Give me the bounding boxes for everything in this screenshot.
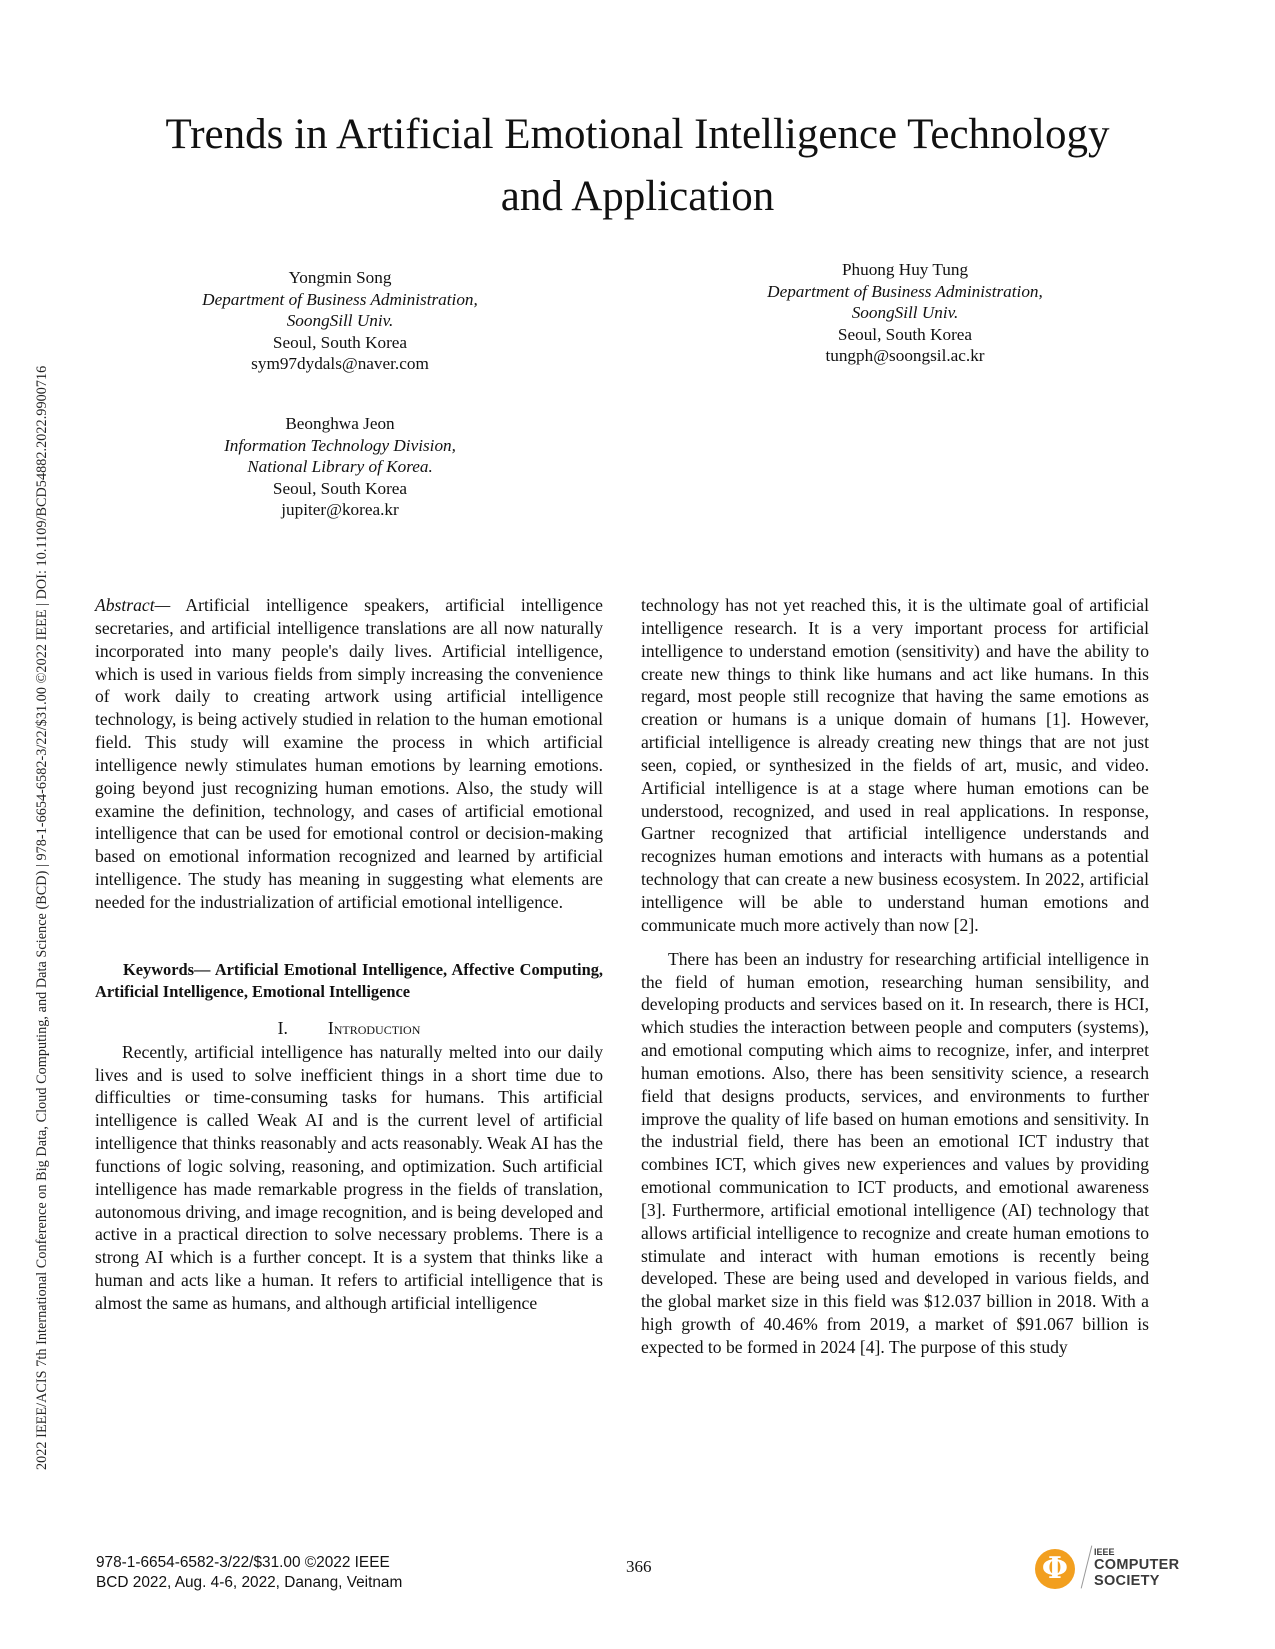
- author-location: Seoul, South Korea: [272, 332, 408, 352]
- left-column: [95, 594, 603, 1315]
- author-affiliation: Department of Business Administration,: [767, 281, 1043, 301]
- footer-conference: BCD 2022, Aug. 4-6, 2022, Danang, Veitnam: [96, 1574, 403, 1591]
- author-block-3: [170, 413, 510, 521]
- title-line-2: and Application: [500, 173, 775, 220]
- author-name: Phuong Huy Tung: [841, 260, 969, 279]
- body-paragraph-continued: technology has not yet reached this, it is the ultimate goal of artificial intelligence research. It is a very important process for artificial intelligence to understand emotion (sensitivity) and have the ability to create new things to think like humans and act like humans. In this regard, most people still recognize that having the same emotions as creation or humans is a unique domain of humans [1]. However, artificial intelligence is already creating new things that are not just seen, copied, or synthesized in the fields of art, music, and video. Artificial intelligence is at a stage where human emotions can be understood, recognized, and used in real applications. In response, Gartner recognized that artificial intelligence understands and recognizes human emotions and interacts with humans as a potential technology that can create a new business ecosystem. In 2022, artificial intelligence will be able to understand human emotions and communicate much more actively than now [2].: [641, 595, 1149, 935]
- logo-society: SOCIETY: [1094, 1572, 1160, 1589]
- ieee-computer-society-logo: [1032, 1545, 1182, 1593]
- page-number: 366: [626, 1557, 652, 1576]
- section-title: Introduction: [327, 1017, 421, 1038]
- author-affiliation: SoongSill Univ.: [286, 311, 394, 331]
- author-location: Seoul, South Korea: [272, 478, 408, 498]
- body-paragraph: Recently, artificial intelligence has naturally melted into our daily lives and is used to solve inefficient things in a short time due to difficulties or time-consuming tasks for humans. This artificial intelligence is called Weak AI and is the current level of artificial intelligence that thinks reasonably and acts reasonably. Weak AI has the functions of logic solving, reasoning, and optimization. Such artificial intelligence has made remarkable progress in the fields of translation, autonomous driving, and image recognition, and is being developed and active in a practical direction to solve necessary problems. There is a strong AI which is a further concept. It is a system that thinks like a human and acts like a human. It refers to artificial intelligence that is almost the same as humans, and although artificial intelligence: [95, 1041, 603, 1313]
- logo-computer: COMPUTER: [1094, 1557, 1180, 1573]
- logo-text: [1094, 1547, 1179, 1589]
- paper-title: [95, 104, 1180, 228]
- author-affiliation: Department of Business Administration,: [202, 289, 478, 309]
- author-block-2: [735, 259, 1075, 367]
- footer-copyright: 978-1-6654-6582-3/22/$31.00 ©2022 IEEE: [96, 1554, 390, 1571]
- title-line-1: Trends in Artificial Emotional Intelligence Technology: [165, 111, 1110, 158]
- author-email[interactable]: tungph@soongsil.ac.kr: [825, 346, 985, 366]
- author-block-1: [170, 267, 510, 375]
- keywords: Keywords— Artificial Emotional Intelligence, Affective Computing, Artificial Intelligence, Emotional Intelligence: [95, 959, 603, 1001]
- section-heading-introduction: [95, 1017, 603, 1040]
- section-number: I.: [277, 1017, 288, 1038]
- author-affiliation: National Library of Korea.: [247, 457, 433, 477]
- author-affiliation: SoongSill Univ.: [851, 303, 959, 323]
- abstract: [95, 594, 603, 914]
- right-column: [641, 594, 1149, 1359]
- abstract-label: Abstract—: [95, 595, 171, 615]
- author-email[interactable]: jupiter@korea.kr: [281, 500, 399, 520]
- body-paragraph: There has been an industry for researching artificial intelligence in the field of human emotion, researching human sensibility, and developing products and services based on it. In research, there is HCI, which studies the interaction between people and computers (systems), and emotional computing which aims to recognize, infer, and interpret human emotions. Also, there has been sensitivity science, a research field that designs products, services, and environments to further improve the quality of life based on human emotions and sensitivity. In the industrial field, there has been an emotional ICT industry that combines ICT, which gives new experiences and values by providing emotional communication to ICT products, and emotional awareness [3]. Furthermore, artificial emotional intelligence (AI) technology that allows artificial intelligence to recognize and create human emotions to stimulate and interact with human emotions is recently being developed. These are being used and developed in various fields, and the global market size in this field was $12.037 billion in 2018. With a high growth of 40.46% from 2019, a market of $91.067 billion is expected to be formed in 2024 [4]. The purpose of this study: [641, 948, 1149, 1357]
- footer-publication-info: [96, 1553, 402, 1593]
- author-affiliation: Information Technology Division,: [224, 435, 456, 455]
- abstract-text: Artificial intelligence speakers, artificial intelligence secretaries, and artificial intelligence translations are all now naturally incorporated into many people's daily lives. Artificial intelligence, which is used in various fields from simply increasing the convenience of work daily to creating artwork using artificial intelligence technology, is being actively studied in relation to the human emotional field. This study will examine the process in which artificial intelligence newly stimulates human emotions by learning emotions. going beyond just recognizing human emotions. Also, the study will examine the definition, technology, and cases of artificial emotional intelligence that can be used for emotional control or decision-making based on emotional information recognized and learned by artificial intelligence. The study has meaning in suggesting what elements are needed for the industrialization of artificial emotional intelligence.: [95, 595, 603, 912]
- author-location: Seoul, South Korea: [837, 324, 973, 344]
- author-email[interactable]: sym97dydals@naver.com: [251, 354, 429, 374]
- logo-ieee: IEEE: [1094, 1547, 1115, 1557]
- author-name: Yongmin Song: [288, 268, 392, 287]
- author-name: Beonghwa Jeon: [285, 414, 395, 433]
- phi-icon: Φ: [1041, 1551, 1069, 1586]
- doi-side-stamp: 2022 IEEE/ACIS 7th International Conference on Big Data, Cloud Computing, and Data Science (BCD) | 978-1-6654-6582-3/22/$31.00 ©2022 IEEE | DOI: 10.1109/BCD54882.2022.9900716: [34, 365, 50, 1470]
- logo-divider: [1081, 1546, 1093, 1589]
